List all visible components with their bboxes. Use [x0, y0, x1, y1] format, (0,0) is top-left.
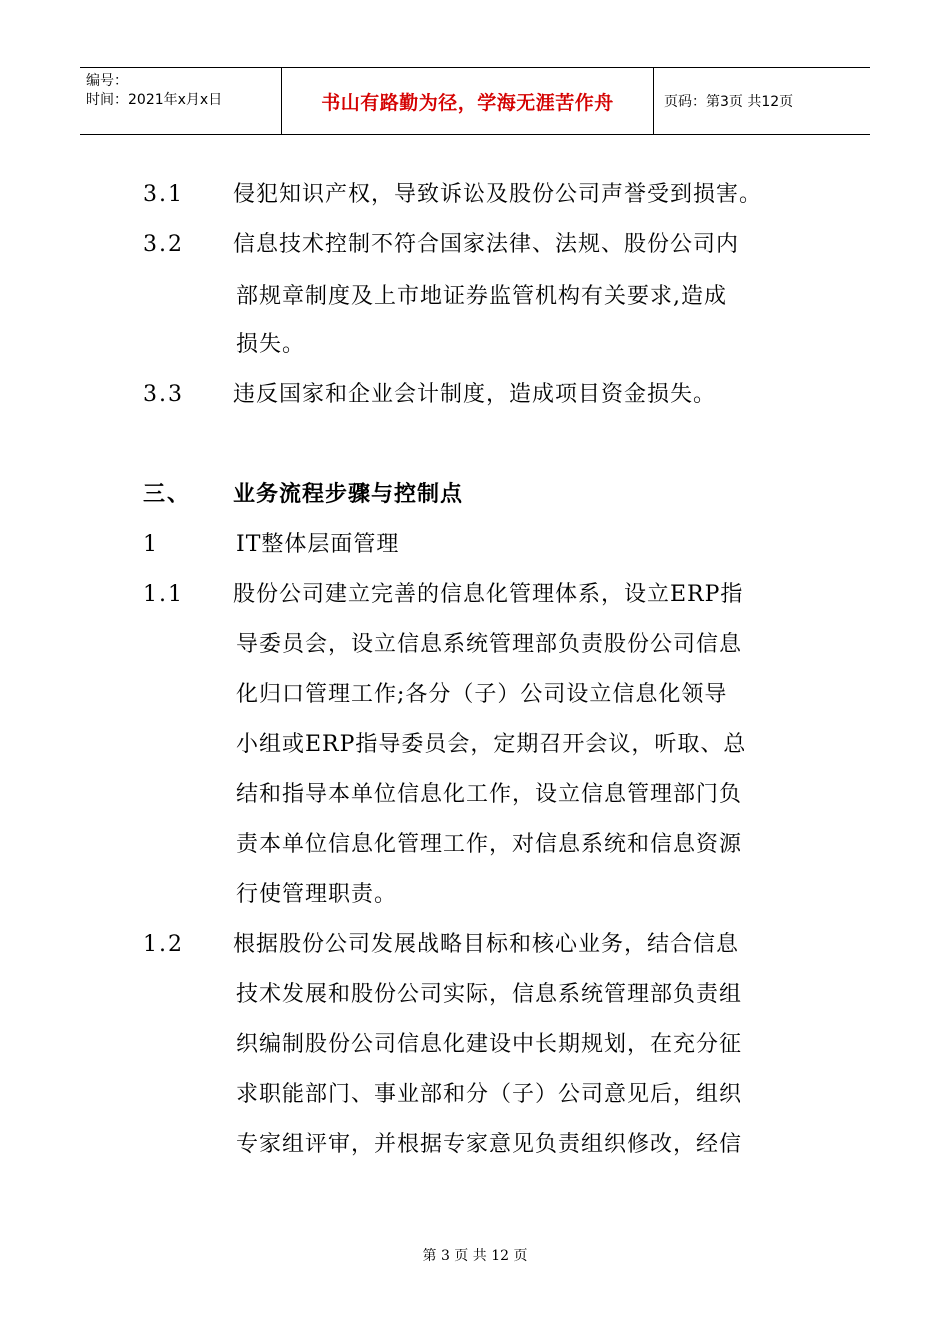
- item-text-line: 技术发展和股份公司实际，信息系统管理部负责组: [236, 982, 743, 1007]
- item-text-line: 股份公司建立完善的信息化管理体系，设立ERP指: [233, 582, 744, 607]
- header-page-info: 页码：第3页 共12页: [664, 94, 794, 110]
- page-header: [80, 67, 870, 135]
- section-title: 业务流程步骤与控制点: [233, 482, 464, 507]
- item-text-line: 导委员会，设立信息系统管理部负责股份公司信息: [236, 632, 743, 657]
- subsection-number: 1: [143, 532, 159, 557]
- document-date: 时间：2021年x月x日: [86, 92, 223, 108]
- risk-number: 3.1: [143, 182, 184, 207]
- item-text-line: 结和指导本单位信息化工作，设立信息管理部门负: [236, 782, 743, 807]
- item-text-line: 行使管理职责。: [236, 882, 398, 907]
- risk-text-line: 侵犯知识产权，导致诉讼及股份公司声誉受到损害。: [233, 182, 763, 207]
- item-text-line: 小组或ERP指导委员会，定期召开会议，听取、总: [236, 732, 747, 757]
- item-number: 1.2: [143, 932, 184, 957]
- item-text-line: 专家组评审，并根据专家意见负责组织修改，经信: [236, 1132, 743, 1157]
- item-number: 1.1: [143, 582, 184, 607]
- subsection-title: IT整体层面管理: [236, 532, 400, 557]
- header-meta: [80, 68, 282, 134]
- risk-number: 3.2: [143, 232, 184, 257]
- item-text-line: 责本单位信息化管理工作，对信息系统和信息资源: [236, 832, 743, 857]
- item-text-line: 根据股份公司发展战略目标和核心业务，结合信息: [233, 932, 740, 957]
- risk-text-line: 损失。: [236, 332, 306, 357]
- section-number: 三、: [143, 482, 192, 507]
- item-text-line: 化归口管理工作;各分（子）公司设立信息化领导: [236, 682, 728, 707]
- item-text-line: 求职能部门、事业部和分（子）公司意见后，组织: [236, 1082, 743, 1107]
- risk-text-line: 违反国家和企业会计制度，造成项目资金损失。: [233, 382, 717, 407]
- risk-number: 3.3: [143, 382, 184, 407]
- document-number: 编号：: [86, 73, 128, 89]
- risk-text-line: 信息技术控制不符合国家法律、法规、股份公司内: [233, 232, 740, 257]
- page-footer: 第 3 页 共 12 页: [422, 1248, 528, 1264]
- item-text-line: 织编制股份公司信息化建设中长期规划，在充分征: [236, 1032, 743, 1057]
- risk-text-line: 部规章制度及上市地证券监管机构有关要求,造成: [236, 284, 727, 309]
- header-motto: 书山有路勤为径，学海无涯苦作舟: [282, 68, 654, 134]
